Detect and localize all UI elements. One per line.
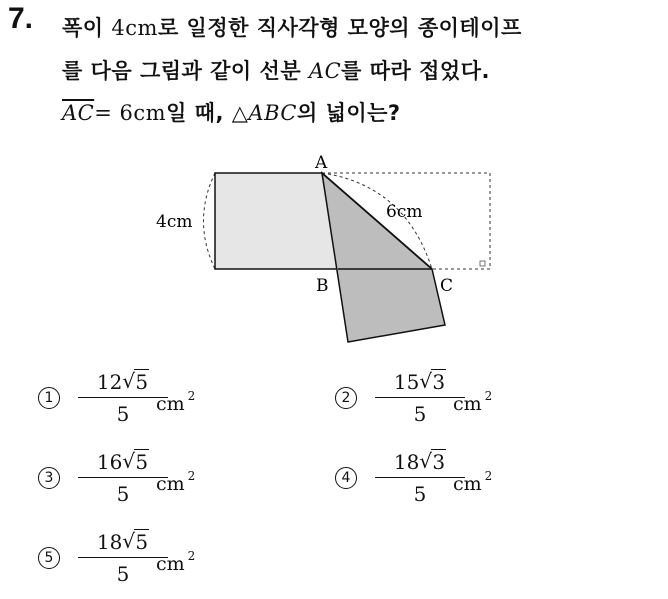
tape-left-part [215,173,338,269]
option-mark: 3 [38,467,60,489]
question-number: 7. [8,2,34,35]
label-c: C [440,276,454,296]
folded-tape-figure [0,140,668,380]
option-unit: cm $^2$ [453,389,493,415]
label-ac-length: 6cm [386,202,423,222]
option-fraction: $\frac{18 √ 5}{5}$ [78,527,168,588]
option-unit: cm $^2$ [453,469,493,495]
option-unit: cm $^2$ [156,549,196,575]
label-b: B [316,276,329,296]
option-mark: 1 [38,387,60,409]
option-mark: 4 [335,467,357,489]
width-arc [204,173,216,269]
label-width: 4cm [156,212,193,232]
option-fraction: $\frac{16 √ 5}{5}$ [78,447,168,508]
question-line-1: 폭이 4cm로 일정한 직사각형 모양의 종이테이프 [62,16,522,40]
right-angle-mark [480,261,485,266]
tape-folded-part [322,173,445,342]
triangle-abc: △ABC [231,101,297,125]
segment-ac: $\overline{AC}$ [62,101,95,125]
option-mark: 2 [335,387,357,409]
question-line-3: $\overline{AC}= 6cm$일 때, △ABC의 넓이는? [62,101,401,125]
label-a: A [315,153,328,173]
question-line-2: 를 다음 그림과 같이 선분 AC를 따라 접었다. [62,59,490,83]
option-mark: 5 [38,547,60,569]
option-unit: cm $^2$ [156,389,196,415]
option-fraction: $\frac{12 √ 5}{5}$ [78,367,168,428]
option-fraction: $\frac{18 √ 3}{5}$ [375,447,465,508]
option-fraction: $\frac{15 √ 3}{5}$ [375,367,465,428]
option-unit: cm $^2$ [156,469,196,495]
